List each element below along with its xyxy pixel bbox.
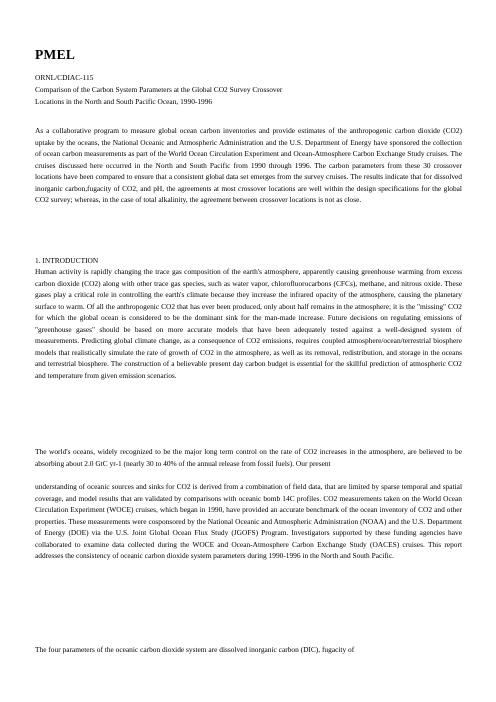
introduction-paragraph-3: understanding of oceanic sources and sinks for CO2 is derived from a combination of field data, that are limited by sparse temporal and spatial coverage, and model results that are validated by comparisons with oceanic bomb 14C profiles. CO2 measurements taken on the World Ocean Circulation Experiment (WOCE) cruises, which began in 1990, have provided an accurate benchmark of the ocean inventory of CO2 and other properties. These measurements were cosponsored by the National Oceanic and Atmospheric Administration (NOAA) and the U.S. Department of Energy (DOE) via the U.S. Joint Global Ocean Flux Study (JGOFS) Program. Investigators supported by these funding agencies have collaborated to examine data collected during the WOCE and Ocean-Atmosphere Carbon Exchange Study (OACES) cruises. This report addresses the consistency of oceanic carbon dioxide system parameters during 1990-1996 in the North and South Pacific. — [35, 482, 462, 561]
introduction-paragraph-2: The world's oceans, widely recognized to be the major long term control on the rate of CO2 increases in the atmosphere, are believed to be absorbing about 2.0 GtC yr-1 (nearly 30 to 40% of the annual release from fossil fuels). Our present — [35, 447, 462, 468]
org-heading: PMEL — [35, 47, 76, 62]
report-title-line-1: Comparison of the Carbon System Parameters at the Global CO2 Survey Crossover — [35, 85, 283, 94]
report-title-line-2: Locations in the North and South Pacific Ocean, 1990-1996 — [35, 97, 213, 106]
report-id: ORNL/CDIAC-115 — [35, 73, 94, 82]
introduction-heading: 1. INTRODUCTION — [35, 256, 99, 265]
abstract-paragraph: As a collaborative program to measure global ocean carbon inventories and provide estimates of the anthropogenic carbon dioxide (CO2) uptake by the oceans, the National Oceanic and Atmospheric Administration and the U.S. Department of Energy have sponsored the collection of ocean carbon measurements as part of the World Ocean Circulation Experiment and Ocean-Atmosphere Carbon Exchange Study cruises. The cruises discussed here occurred in the North and South Pacific from 1990 through 1996. The carbon parameters from these 30 crossover locations have been compared to ensure that a consistent global data set emerges from the survey cruises. The results indicate that for dissolved inorganic carbon,fugacity of CO2, and pH, the agreements at most crossover locations are well within the design specifications for the global CO2 survey; whereas, in the case of total alkalinity, the agreement between crossover locations is not as close. — [35, 126, 462, 205]
introduction-paragraph-1: Human activity is rapidly changing the trace gas composition of the earth's atmosphere, apparently causing greenhouse warming from excess carbon dioxide (CO2) along with other trace gas species, such as water vapor, chlorofluorocarbons (CFCs), methane, and nitrous oxide. These gases play a critical role in controlling the earth's climate because they increase the infrared opacity of the atmosphere, causing the planetary surface to warm. Of all the anthropogenic CO2 that has ever been produced, only about half remains in the atmosphere; it is the "missing" CO2 for which the global ocean is considered to be the dominant sink for the man-made increase. Future decisions on regulating emissions of "greenhouse gases" should be based on more accurate models that have been adequately tested against a well-designed system of measurements. Predicting global climate change, as a consequence of CO2 emissions, requires coupled atmosphere/ocean/terrestrial biosphere models that realistically simulate the rate of growth of CO2 in the atmosphere, as well as its removal, redistribution, and storage in the oceans and terrestrial biosphere. The construction of a believable present day carbon budget is essential for the skillful prediction of atmospheric CO2 and temperature from given emission scenarios. — [35, 267, 462, 380]
introduction-paragraph-4: The four parameters of the oceanic carbon dioxide system are dissolved inorganic carbon (DIC), fugacity of — [35, 645, 355, 654]
